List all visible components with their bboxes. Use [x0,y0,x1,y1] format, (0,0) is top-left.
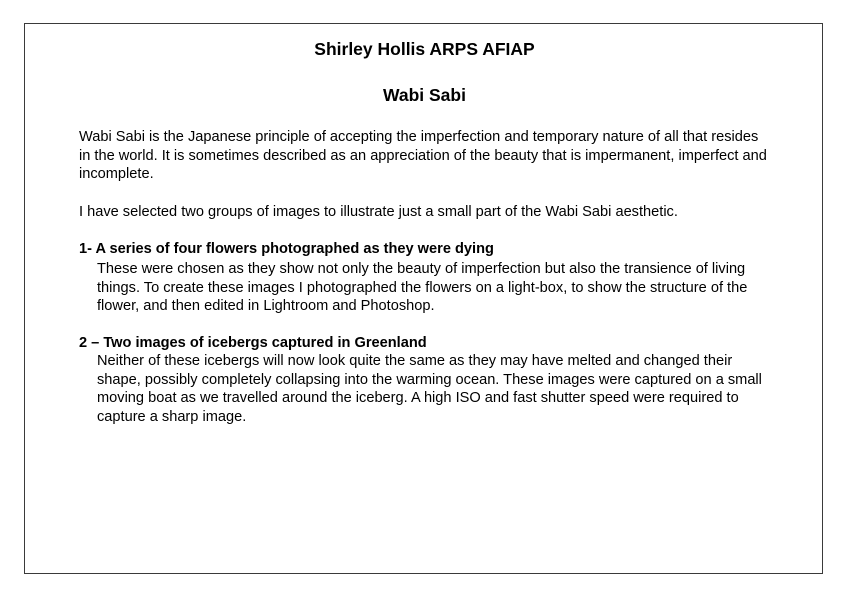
document-subtitle: Wabi Sabi [383,85,466,105]
section-heading-icebergs: 2 – Two images of icebergs captured in Greenland [79,335,427,351]
section-body-flowers: These were chosen as they show not only the beauty of imperfection but also the transience of living things. To create these images I photographed the flowers on a light-box, to show the structure of the flower, and then edited in Lightroom and Photoshop. [97,261,748,314]
section-body-icebergs: Neither of these icebergs will now look quite the same as they may have melted and changed their shape, possibly completely collapsing into the warming ocean. These images were captured on a small moving boat as we travelled around the iceberg. A high ISO and fast shutter speed were required to capture a sharp image. [97,353,762,425]
section-heading-flowers: 1- A series of four flowers photographed as they were dying [79,241,494,257]
selection-paragraph: I have selected two groups of images to illustrate just a small part of the Wabi Sabi aesthetic. [79,204,678,220]
document-title: Shirley Hollis ARPS AFIAP [314,39,535,59]
intro-paragraph: Wabi Sabi is the Japanese principle of accepting the imperfection and temporary nature of all that resides in the world. It is sometimes described as an appreciation of the beauty that is impermanent, imperfect and incomplete. [79,129,767,182]
